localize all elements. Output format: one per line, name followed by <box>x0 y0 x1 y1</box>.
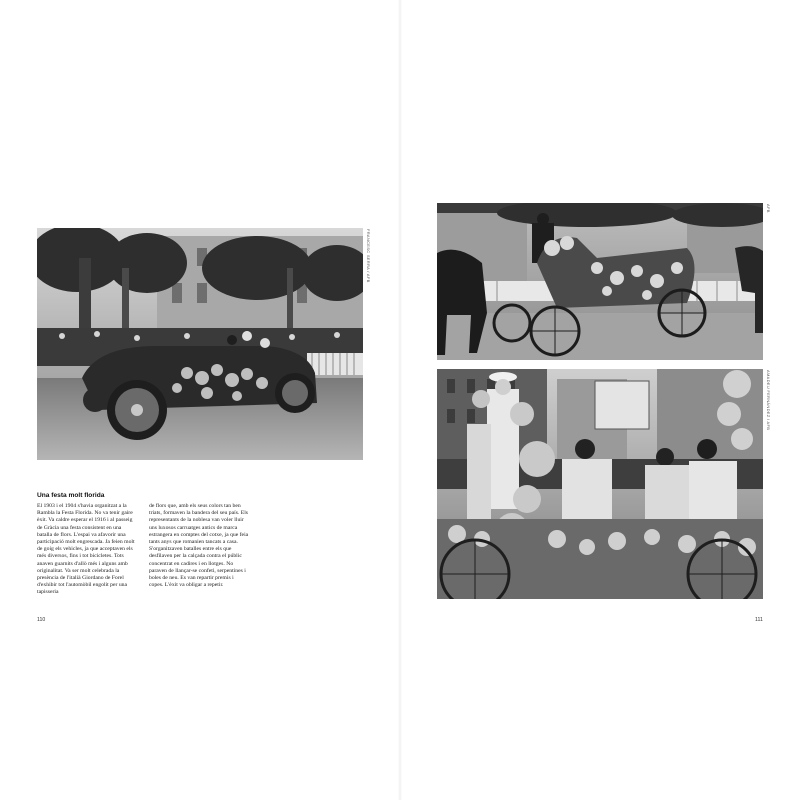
page-number-left: 110 <box>37 617 46 623</box>
flower-women-image <box>437 369 763 599</box>
article-column-1: El 1903 i el 1904 s'havia organitzat a la Rambla la Festa Florida. No va tenir gaire èxit. Va caldre esperar el 1916 i al passeig de Gràcia una festa consistent en una batalla de flors. L'espai va afavorir una participació molt engrescada. Ja feien molt de goig els vehicles, ja que acceptaven els més diversos, fins i tot bicicletes. Tots anaven guarnits d'allò més i alguns amb originalitat. Va ser molt celebrada la presència de l'italià Giordano de Forel d'exhibir tot l'automòbil engolit per una tapisseria <box>37 503 135 596</box>
photo-flower-women <box>437 369 763 599</box>
article-title: Una festa molt florida <box>37 492 105 499</box>
photo-credit-bottom: AMADEU FERNÁNDEZ / AFB <box>766 370 771 431</box>
flower-carriage-image <box>437 203 763 360</box>
article-column-2: de flors que, amb els seus colors tan ben triats, formaven la bandera del seu país. Els representants de la noblesa van voler lluir uns luxosos carruatges antics de marca estrangera en comptes del cotxe, ja que feia tants anys que romanien tancats a casa. S'organitzaven batalles entre els que desfilaven per la calçada contra el públic concentrat en cadires i en llotges. No paraven de llançar-se confeti, serpentines i boles de neu. Es van repartir premis i copes. L'èxit va obligar a repetir. <box>149 503 249 589</box>
photo-credit: FRANCESC SERRA / AFB <box>366 229 371 283</box>
photo-credit-top: AFB <box>766 204 771 213</box>
photo-flower-carriage <box>437 203 763 360</box>
page-number-right: 111 <box>755 617 763 623</box>
right-page <box>400 0 800 800</box>
photo-flower-car <box>37 228 363 460</box>
flower-car-image <box>37 228 363 460</box>
